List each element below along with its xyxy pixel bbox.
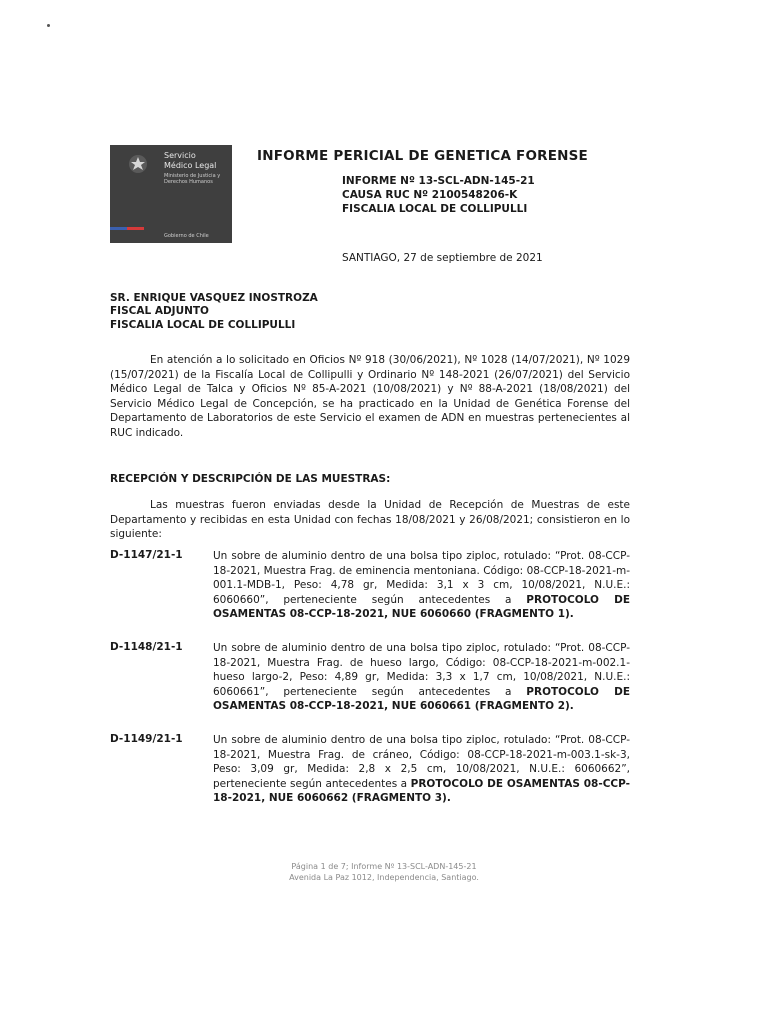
- footer-page-info: Página 1 de 7; Informe Nº 13-SCL-ADN-145-21: [291, 862, 477, 871]
- logo-line-2: Médico Legal: [164, 161, 217, 170]
- sample-protocol: PROTOCOLO DE OSAMENTAS 08-CCP-18-2021, NUE 6060661 (FRAGMENTO 2).: [213, 685, 631, 713]
- sample-text: Un sobre de aluminio dentro de una bolsa tipo ziploc, rotulado: “Prot. 08-CCP-18-2021, Muestra Frag. de eminencia mentoniana. Código: 08-CCP-18-2021-m-001.1-MDB-1, Peso: 4,78 gr, Medida: 3,1 x 3 cm, 10/08/2021, N.U.E.: 6060660”, perteneciente según antecedentes a: [213, 550, 630, 606]
- sample-protocol: PROTOCOLO DE OSAMENTAS 08-CCP-18-2021, NUE 6060662 (FRAGMENTO 3).: [213, 777, 630, 805]
- addressee-name: SR. ENRIQUE VASQUEZ INOSTROZA: [110, 292, 318, 304]
- sample-description: [213, 549, 630, 622]
- informe-number: INFORME Nº 13-SCL-ADN-145-21: [342, 175, 535, 187]
- addressee-role: FISCAL ADJUNTO: [110, 305, 209, 317]
- sample-code: D-1149/21-1: [110, 733, 183, 745]
- chile-coat-of-arms-icon: [118, 151, 158, 177]
- intro-paragraph: [110, 353, 630, 441]
- logo-gov: Gobierno de Chile: [164, 233, 209, 239]
- sample-protocol: PROTOCOLO DE OSAMENTAS 08-CCP-18-2021, NUE 6060660 (FRAGMENTO 1).: [213, 593, 631, 621]
- sample-code: D-1148/21-1: [110, 641, 183, 653]
- sample-text: Un sobre de aluminio dentro de una bolsa tipo ziploc, rotulado: “Prot. 08-CCP-18-2021, Muestra Frag. de cráneo, Código: 08-CCP-18-2021-m-003.1-sk-3, Peso: 3,09 gr, Medida: 2,8 x 2,5 cm, 10/08/2021, N.U.E.: 6060662”, perteneciente según antecedentes a: [213, 734, 630, 790]
- section-title: RECEPCIÓN Y DESCRIPCIÓN DE LAS MUESTRAS:: [110, 473, 391, 485]
- causa-ruc: CAUSA RUC Nº 2100548206-K: [342, 189, 518, 201]
- intro-text: En atención a lo solicitado en Oficios Nº 918 (30/06/2021), Nº 1028 (14/07/2021), Nº 1029 (15/07/2021) de la Fiscalía Local de Collipulli y Ordinario Nº 148-2021 (26/07/2021) del Servicio Médico Legal de Talca y Oficios Nº 85-A-2021 (10/08/2021) y Nº 88-A-2021 (18/08/2021) del Servicio Médico Legal de Concepción, se ha practicado en la Unidad de Genética Forense del Departamento de Laboratorios de este Servicio el examen de ADN en muestras pertenecientes al RUC indicado.: [110, 354, 630, 439]
- logo-line-1: Servicio: [164, 151, 196, 160]
- fiscalia-header: FISCALIA LOCAL DE COLLIPULLI: [342, 203, 528, 215]
- sample-text: Un sobre de aluminio dentro de una bolsa tipo ziploc, rotulado: “Prot. 08-CCP-18-2021, Muestra Frag. de hueso largo, Código: 08-CCP-18-2021-m-002.1-hueso largo-2, Peso: 4,89 gr, Medida: 3,3 x 1,7 cm, 10/08/2021, N.U.E.: 6060661”, perteneciente según antecedentes a: [213, 642, 630, 698]
- flag-bar: [110, 227, 144, 230]
- footer-address: Avenida La Paz 1012, Independencia, Santiago.: [289, 873, 479, 882]
- sample-description: [213, 733, 630, 806]
- sample-description: [213, 641, 630, 714]
- logo-line-3: Ministerio de Justicia y Derechos Humanos: [164, 173, 221, 185]
- section-intro-paragraph: [110, 498, 630, 542]
- addressee-office: FISCALIA LOCAL DE COLLIPULLI: [110, 319, 296, 331]
- scan-speck: [47, 24, 50, 27]
- report-title: INFORME PERICIAL DE GENETICA FORENSE: [257, 148, 588, 164]
- sample-code: D-1147/21-1: [110, 549, 183, 561]
- sml-logo: [110, 145, 232, 243]
- report-date: SANTIAGO, 27 de septiembre de 2021: [342, 252, 543, 264]
- section-intro-text: Las muestras fueron enviadas desde la Unidad de Recepción de Muestras de este Departamento y recibidas en esta Unidad con fechas 18/08/2021 y 26/08/2021; consistieron en lo siguiente:: [110, 499, 630, 541]
